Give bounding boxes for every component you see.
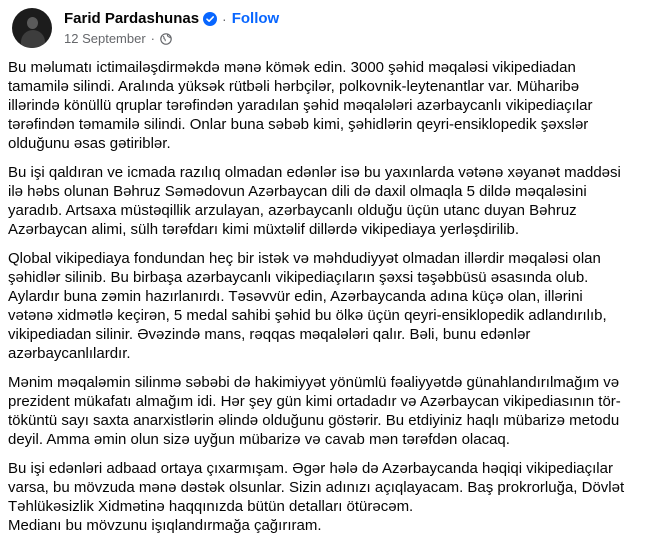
post-text-line: Təhlükəsizlik Xidmətinə haqqınızda bütün detalları ötürəcəm. xyxy=(8,498,414,515)
post-text-line: tamamilə silindi. Aralında yüksək rütbəli hərbçilər, polkovnik-leytenantlar var. Müharibə xyxy=(8,78,580,95)
post-text-line: Bu işi edənləri adbaad ortaya çıxarmışam. Əgər hələ də Azərbaycanda həqiqi vikipediaçılar xyxy=(8,460,613,477)
post-text-line: Mənim məqaləmin silinmə səbəbi də hakimiyyət yönümlü fəaliyyətdə günahlandırılmağım və xyxy=(8,374,620,391)
profile-avatar[interactable] xyxy=(12,8,52,48)
post-text-line: Aylardır buna zəmin hazırlanırdı. Təsəvvür edin, Azərbaycanda adına küçə olan, illərini xyxy=(8,288,583,305)
post-text-line: vətənə xidmətlə keçirən, 5 medal sahibi şəhid bu ölkə üçün qeyri-ensiklopedik adlandırılıb, xyxy=(8,307,607,324)
post-text-line: yaradıb. Artsaxa müstəqillik arzulayan, azərbaycanlı olduğu üçün utanc duyan Bəhruz xyxy=(8,202,577,219)
post-paragraph xyxy=(8,373,640,449)
post-text-line: ilə həbs olunan Bəhruz Səmədovun Azərbaycan dili də daxil olmaqla 5 dildə məqaləsini xyxy=(8,183,587,200)
globe-icon xyxy=(160,33,172,45)
post-paragraph xyxy=(8,459,640,535)
post-text-line: Azərbaycan alimi, sülh tərəfdarı kimi müxtəlif dillərdə vikipediaya yerləşdirilib. xyxy=(8,221,520,238)
author-name[interactable]: Farid Pardashunas xyxy=(64,10,200,27)
avatar-head-shape xyxy=(27,17,38,29)
name-row xyxy=(64,9,279,29)
post-header xyxy=(12,6,279,50)
time-row xyxy=(64,30,279,48)
post-text-line: Bu işi qaldıran ve icmada razılıq olmadan edənlər isə bu yaxınlarda vətənə xəyanət maddəsi xyxy=(8,164,621,181)
post-paragraph xyxy=(8,249,640,363)
post-paragraph xyxy=(8,58,640,153)
post-text-line: deyil. Amma əmin olun sizə uyğun mübarizə və cavab mən tərəfdən olacaq. xyxy=(8,431,510,448)
post-text-line: tərəfindən təmamilə silindi. Onlar buna səbəb kimi, şəhidlərin qeyri-ensiklopedik şəxslər xyxy=(8,116,589,133)
post-text-line: olduğunu əsas gətiriblər. xyxy=(8,135,171,152)
date-separator: · xyxy=(150,31,156,46)
post-meta xyxy=(64,9,279,48)
name-separator: · xyxy=(222,10,227,27)
verified-badge-icon xyxy=(203,12,217,26)
post-text-line: şəhidlər silinib. Bu birbaşa azərbaycanlı vikipediaçıların şəxsi təşəbbüsü əsasında olub. xyxy=(8,269,589,286)
post-paragraph xyxy=(8,163,640,239)
post-text-line: Qlobal vikipediaya fondundan heç bir istək və məhdudiyyət olmadan illərdir məqaləsi olan xyxy=(8,250,601,267)
post-date[interactable]: 12 September xyxy=(64,31,146,46)
avatar-shoulders-shape xyxy=(21,30,45,48)
post-text-line: vikipediadan silinir. Əvəzində mans, rəqqas məqalələri qalır. Bəli, bunu edənlər xyxy=(8,326,531,343)
post-text-line: azərbaycanlılardır. xyxy=(8,345,131,362)
follow-button[interactable]: Follow xyxy=(231,10,280,27)
post-text-line: prezident mükafatı almağım idi. Hər şey gün kimi ortadadır və Azərbaycan vikipediasının tör- xyxy=(8,393,621,410)
post-text-line: Medianı bu mövzunu işıqlandırmağa çağırıram. xyxy=(8,517,322,534)
post-text-line: töküntü sayı saxta anarxistlərin əlində olduğunu göstərir. Bu etdiyiniz haqlı mübarizə metodu xyxy=(8,412,620,429)
post-text-line: varsa, bu mövzuda mənə dəstək olsunlar. Sizin adınızı açıqlayacam. Baş prokrorluğa, Dövlət xyxy=(8,479,625,496)
post-body-text xyxy=(8,58,640,535)
post-text-line: Bu məlumatı ictimailəşdirməkdə mənə kömək edin. 3000 şəhid məqaləsi vikipediadan xyxy=(8,59,576,76)
post-text-line: illərində könüllü qruplar tərəfindən yaradılan şəhid məqalələri azərbaycanlı vikipediaçılar xyxy=(8,97,593,114)
